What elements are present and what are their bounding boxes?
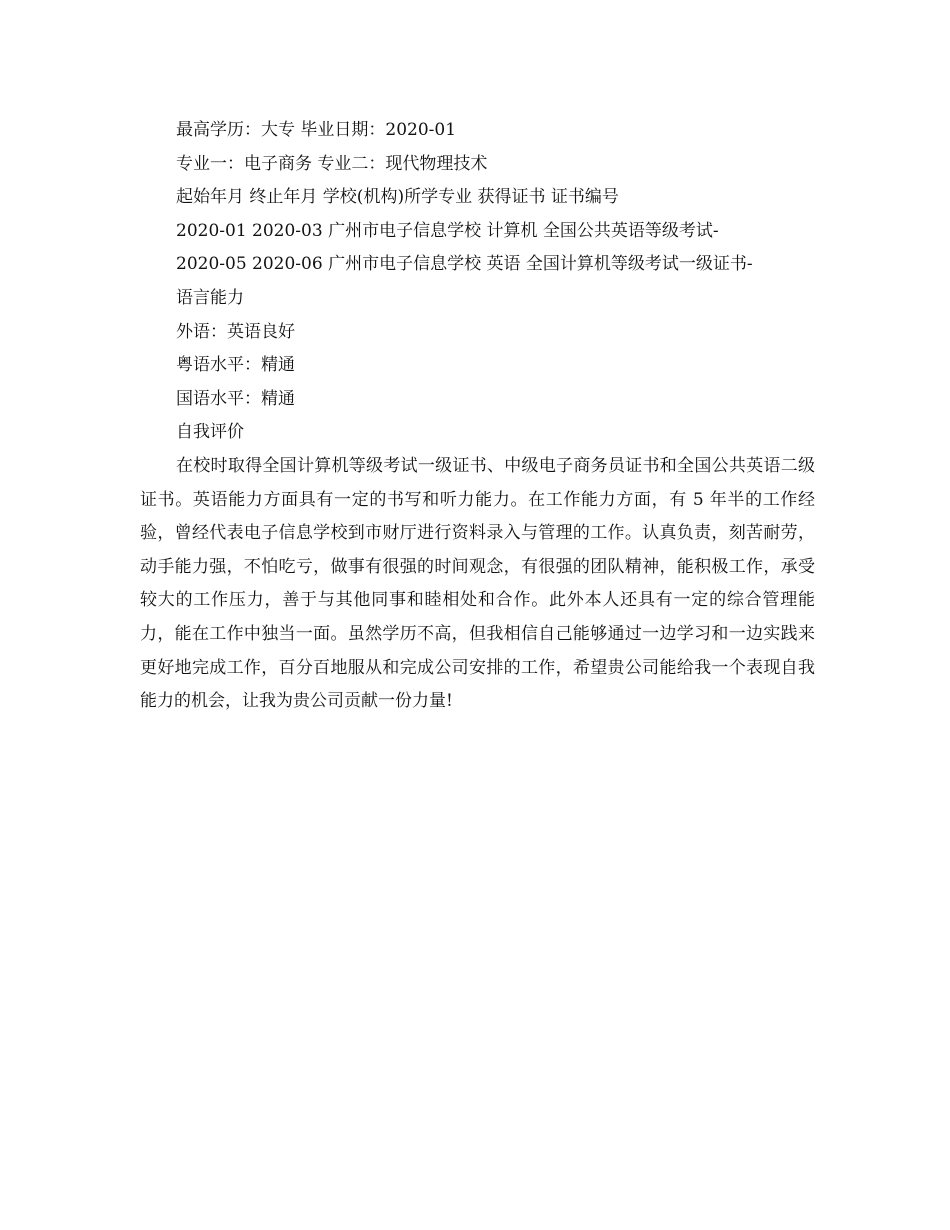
major-line: 专业一：电子商务 专业二：现代物理技术 (176, 153, 488, 174)
document-body (140, 114, 815, 719)
language-item-cantonese: 粤语水平：精通 (176, 355, 295, 376)
training-row: 2020-05 2020-06 广州市电子信息学校 英语 全国计算机等级考试一级证书- (176, 254, 753, 275)
education-line: 最高学历：大专 毕业日期：2020-01 (176, 120, 457, 140)
self-evaluation-body: 在校时取得全国计算机等级考试一级证书、中级电子商务员证书和全国公共英语二级证书。英语能力方面具有一定的书写和听力能力。在工作能力方面，有 5 年半的工作经验，曾经代表电子信息学校到市财厅进行资料录入与管理的工作。认真负责，刻苦耐劳，动手能力强，不怕吃亏，做事有很强的时间观念，有很强的团队精神，能积极工作，承受较大的工作压力，善于与其他同事和睦相处和合作。此外本人还具有一定的综合管理能力，能在工作中独当一面。虽然学历不高，但我相信自己能够通过一边学习和一边实践来更好地完成工作，百分百地服从和完成公司安排的工作，希望贵公司能给我一个表现自我能力的机会，让我为贵公司贡献一份力量! (140, 455, 815, 712)
language-item-mandarin: 国语水平：精通 (176, 388, 295, 409)
language-item-foreign: 外语：英语良好 (176, 321, 295, 342)
training-row: 2020-01 2020-03 广州市电子信息学校 计算机 全国公共英语等级考试- (176, 220, 719, 241)
self-evaluation-heading: 自我评价 (176, 422, 244, 443)
language-heading: 语言能力 (176, 287, 244, 308)
training-header: 起始年月 终止年月 学校(机构)所学专业 获得证书 证书编号 (176, 187, 619, 208)
